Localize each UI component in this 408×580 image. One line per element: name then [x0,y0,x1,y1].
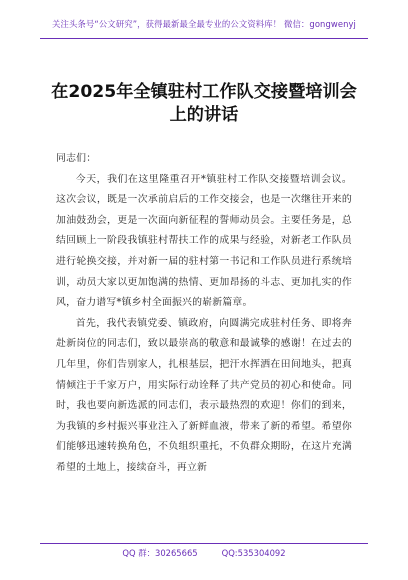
footer-divider [40,543,368,544]
footer-contact [0,547,408,559]
header-divider [40,38,368,39]
document-body [56,149,352,479]
paragraph-2: 首先，我代表镇党委、镇政府，向圆满完成驻村任务、即将奔赴新岗位的同志们，致以最崇高的敬意和最诚挚的感谢！在过去的几年里，你们告别家人，扎根基层，把汗水挥洒在田间地头，把真情倾注于千家万户，用实际行动诠释了共产党员的初心和使命。同时，我也要向新选派的同志们，表示最热烈的欢迎！你们的到来，为我镇的乡村振兴事业注入了新鲜血液，带来了新的希望。希望你们能够迅速转换角色，不负组织重托，不负群众期盼，在这片充满希望的土地上，接续奋斗，再立新 [56,317,352,473]
paragraph-1: 今天，我们在这里隆重召开*镇驻村工作队交接暨培训会议。这次会议，既是一次承前启后的工作交接会，也是一次继往开来的加油鼓劲会，更是一次面向新征程的誓师动员会。主要任务是，总结回顾上一阶段我镇驻村帮扶工作的成果与经验，对新老工作队员进行轮换交接，并对新一届的驻村第一书记和工作队员进行系统培训，动员大家以更加饱满的热情、更加昂扬的斗志、更加扎实的作风，奋力谱写*镇乡村全面振兴的崭新篇章。 [56,173,352,309]
footer-qq: QQ:535304092 [221,548,286,558]
footer-qq-group: QQ 群：30265665 [122,548,198,558]
salutation: 同志们： [56,153,97,164]
header-notice: 关注头条号“公文研究”，获得最新最全最专业的公文资料库！ 微信：gongwenyj [52,19,356,29]
document-title: 在2025年全镇驻村工作队交接暨培训会上的讲话 [51,82,357,125]
